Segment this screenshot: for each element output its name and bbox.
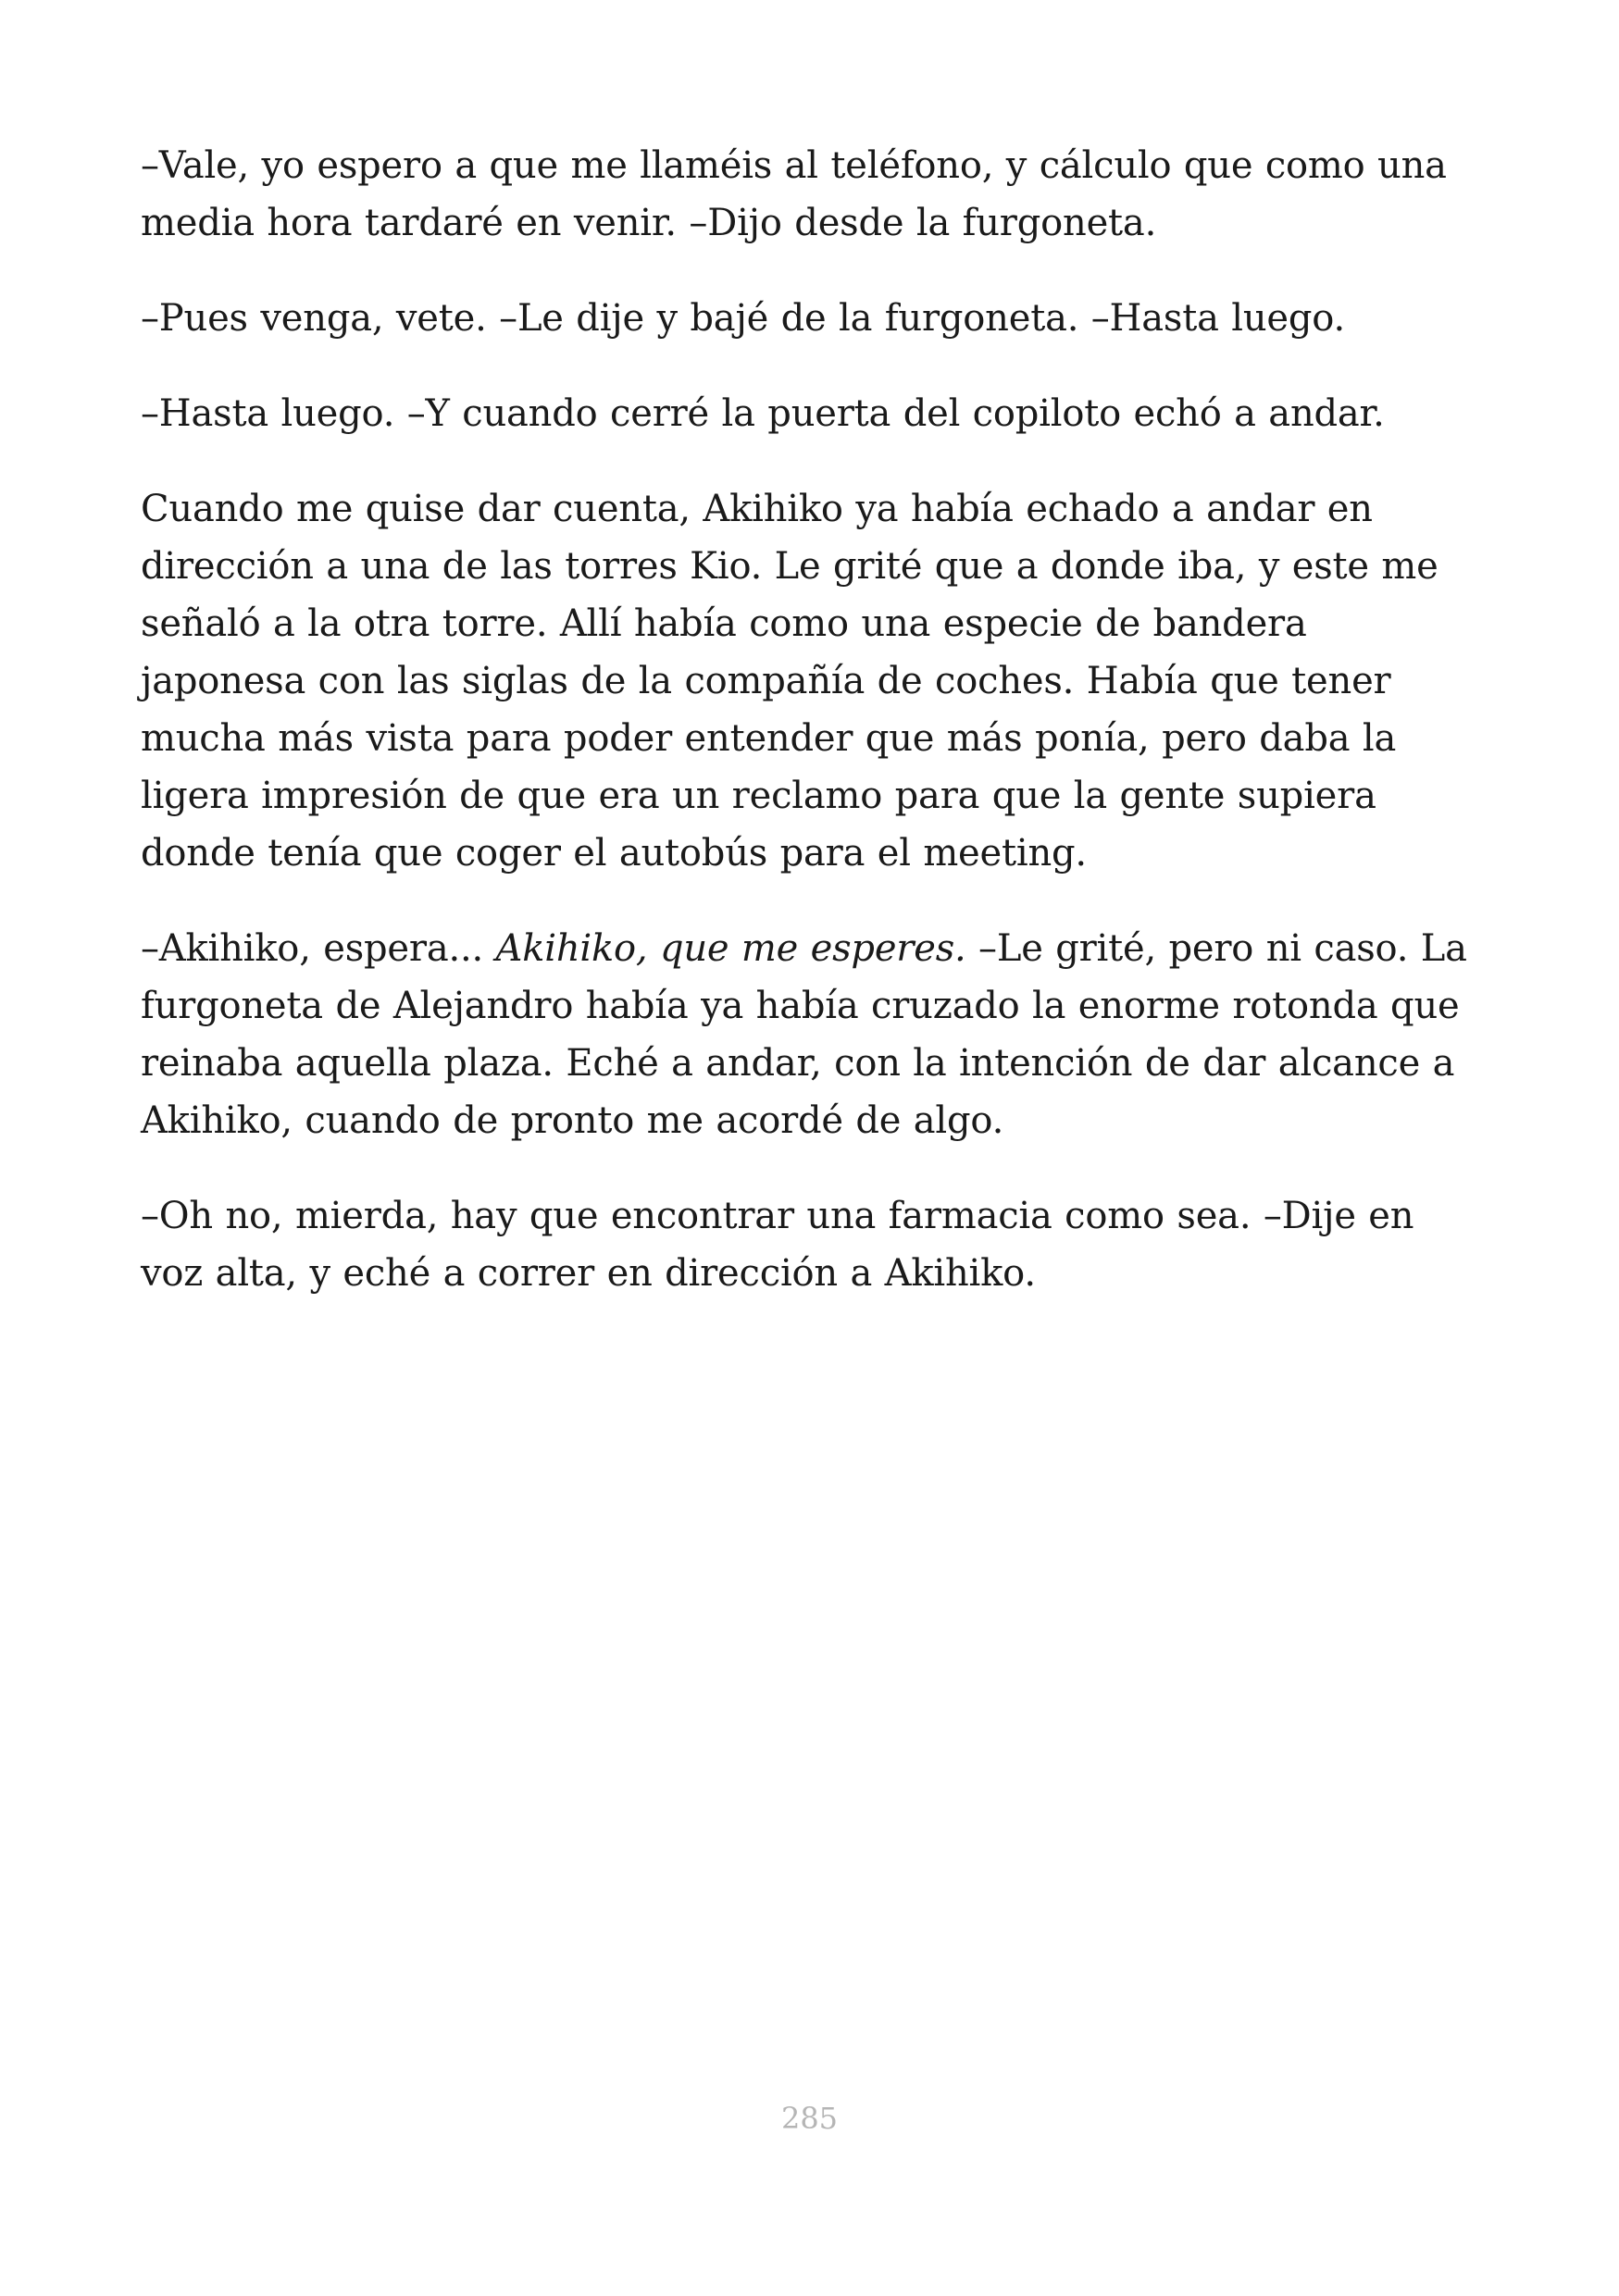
paragraph-1: –Vale, yo espero a que me llaméis al teléfono, y cálculo que como una media hora tardaré en venir. –Dijo desde la furgoneta. <box>141 144 1447 244</box>
paragraph-5-start: –Akihiko, espera... <box>141 927 496 970</box>
paragraph-5 <box>141 920 1478 1149</box>
page-body <box>141 137 1478 1340</box>
paragraph-3: –Hasta luego. –Y cuando cerré la puerta del copiloto echó a andar. <box>141 392 1385 435</box>
paragraph-5-italic: Akihiko, que me esperes. <box>495 927 966 970</box>
paragraph-2: –Pues venga, vete. –Le dije y bajé de la furgoneta. –Hasta luego. <box>141 297 1345 340</box>
page-number: 285 <box>780 2101 839 2136</box>
paragraph-6: –Oh no, mierda, hay que encontrar una farmacia como sea. –Dije en voz alta, y eché a correr en dirección a Akihiko. <box>141 1195 1414 1295</box>
paragraph-4: Cuando me quise dar cuenta, Akihiko ya había echado a andar en dirección a una de las torres Kio. Le grité que a donde iba, y este me señaló a la otra torre. Allí había como una especie de bandera japonesa con las siglas de la compañía de coches. Había que tener mucha más vista para poder entender que más ponía, pero daba la ligera impresión de que era un reclamo para que la gente supiera donde tenía que coger el autobús para el meeting. <box>141 488 1438 875</box>
paragraph-5-end: –Le grité, pero ni caso. La furgoneta de Alejandro había ya había cruzado la enorme rotonda que reinaba aquella plaza. Eché a andar, con la intención de dar alcance a Akihiko, cuando de pronto me acordé de algo. <box>141 927 1467 1142</box>
